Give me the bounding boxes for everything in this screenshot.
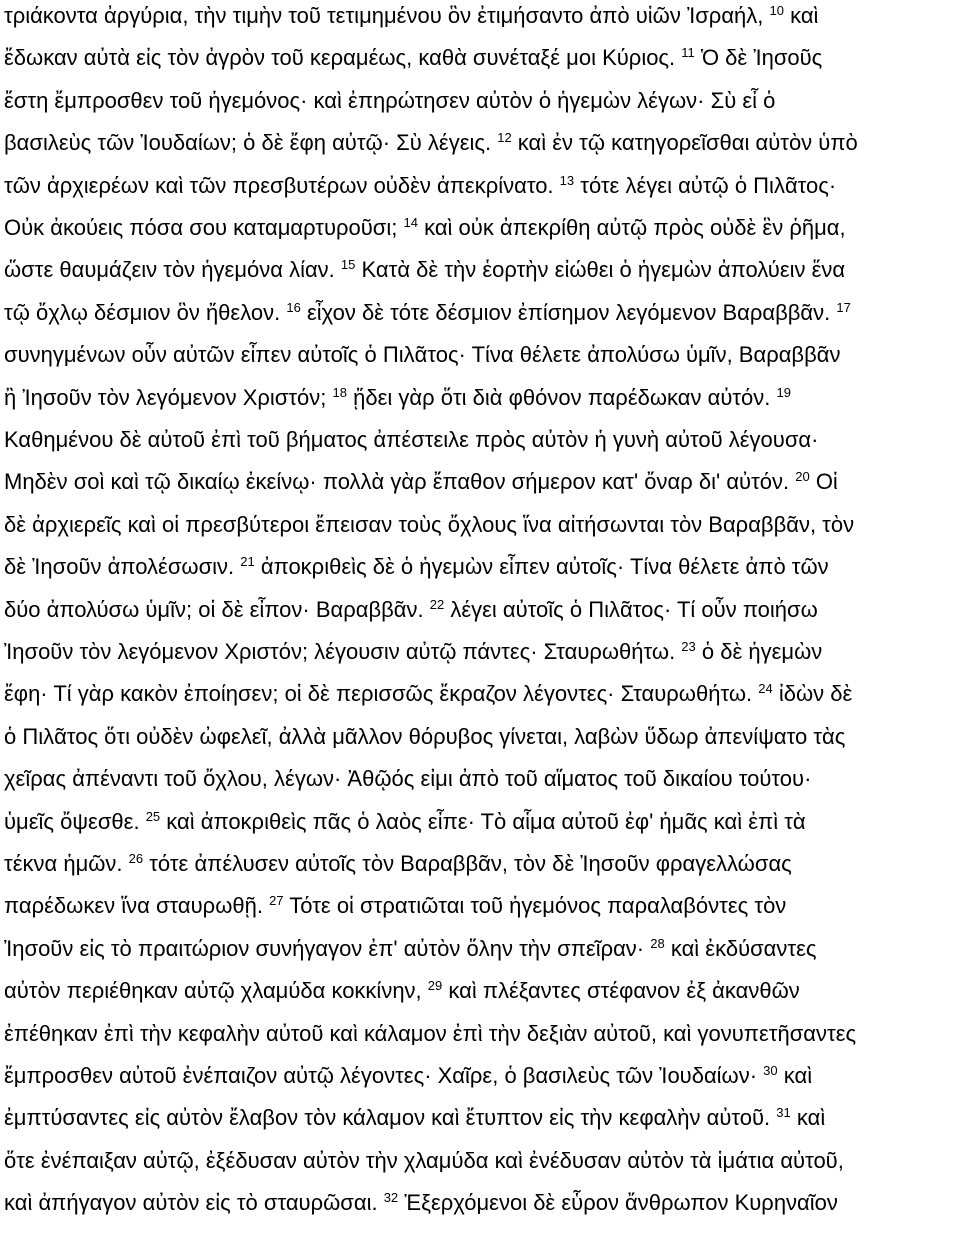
verse-number: 28: [650, 935, 665, 951]
verse-text: Ὁ δὲ Ἰησοῦς: [694, 45, 823, 71]
text-line: [4, 1190, 838, 1216]
verse-text: τότε ἀπέλυσεν αὐτοῖς τὸν Βαραββᾶν, τὸν δὲ Ἰησοῦν φραγελλώσας: [143, 851, 792, 876]
verse-number: 26: [128, 851, 144, 866]
verse-text: καὶ ἀποκριθεὶς πᾶς ὁ λαὸς εἶπε· Τὸ αἷμα αὐτοῦ ἐφ' ἡμᾶς καὶ ἐπὶ τὰ: [160, 808, 806, 834]
verse-text: αὐτὸν περιέθηκαν αὐτῷ χλαμύδα κοκκίνην,: [4, 978, 428, 1004]
verse-text: τέκνα ἡμῶν.: [4, 851, 129, 876]
verse-text: Τότε οἱ στρατιῶται τοῦ ἡγεμόνος παραλαβόντες τὸν: [283, 893, 787, 919]
text-line: [4, 1063, 812, 1089]
verse-number: 16: [286, 299, 301, 315]
verse-text: καὶ ἐν τῷ κατηγορεῖσθαι αὐτὸν ὑπὸ: [511, 130, 858, 156]
text-line: [4, 1105, 825, 1131]
verse-number: 24: [758, 681, 773, 697]
verse-text: Οὐκ ἀκούεις πόσα σου καταμαρτυροῦσι;: [4, 215, 404, 240]
verse-number: 31: [776, 1105, 791, 1121]
verse-text: ὁ Πιλᾶτος ὅτι οὐδὲν ὠφελεῖ, ἀλλὰ μᾶλλον θόρυβος γίνεται, λαβὼν ὕδωρ ἀπενίψατο τὰς: [4, 723, 846, 749]
verse-number: 13: [559, 172, 575, 188]
verse-text: καὶ ἀπήγαγον αὐτὸν εἰς τὸ σταυρῶσαι.: [4, 1190, 384, 1216]
verse-number: 12: [497, 130, 512, 146]
verse-text: καὶ: [783, 3, 819, 28]
verse-number: 27: [269, 893, 284, 909]
verse-number: 18: [332, 384, 347, 400]
verse-text: Κατὰ δὲ τὴν ἑορτὴν εἰώθει ὁ ἡγεμὼν ἀπολύειν ἕνα: [355, 257, 846, 283]
verse-number: 14: [403, 215, 418, 230]
text-line: [4, 385, 791, 411]
text-line: [4, 215, 846, 241]
text-line: [4, 300, 851, 326]
verse-number: 23: [681, 639, 696, 654]
text-line: [4, 1148, 844, 1174]
verse-text: χεῖρας ἀπέναντι τοῦ ὄχλου, λέγων· Ἀθῷός εἰμι ἀπὸ τοῦ αἵματος τοῦ δικαίου τούτου·: [4, 766, 812, 792]
text-line: [4, 681, 852, 707]
text-line: [4, 597, 818, 623]
verse-text: ὁ δὲ ἡγεμὼν: [695, 639, 823, 664]
text-line: [4, 130, 858, 156]
verse-number: 20: [795, 469, 810, 485]
verse-text: τριάκοντα ἀργύρια, τὴν τιμὴν τοῦ τετιμημένου ὃν ἐτιμήσαντο ἀπὸ υἱῶν Ἰσραήλ,: [4, 3, 770, 28]
verse-number: 32: [383, 1190, 399, 1206]
verse-text: ἔστη ἔμπροσθεν τοῦ ἡγεμόνος· καὶ ἐπηρώτησεν αὐτὸν ὁ ἡγεμὼν λέγων· Σὺ εἶ ὁ: [4, 87, 776, 113]
text-line: [4, 469, 838, 495]
verse-text: ὅτε ἐνέπαιξαν αὐτῷ, ἐξέδυσαν αὐτὸν τὴν χλαμύδα καὶ ἐνέδυσαν αὐτὸν τὰ ἱμάτια αὐτοῦ,: [4, 1147, 844, 1173]
text-line: [4, 3, 818, 29]
verse-number: 29: [427, 978, 443, 994]
verse-number: 30: [763, 1063, 778, 1078]
verse-text: Ἐξερχόμενοι δὲ εὗρον ἄνθρωπον Κυρηναῖον: [398, 1190, 838, 1216]
verse-text: ἔφη· Τί γὰρ κακὸν ἐποίησεν; οἱ δὲ περισσῶς ἔκραζον λέγοντες· Σταυρωθήτω.: [4, 681, 759, 707]
verse-text: εἶχον δὲ τότε δέσμιον ἐπίσημον λεγόμενον Βαραββᾶν.: [300, 299, 837, 325]
verse-text: καὶ πλέξαντες στέφανον ἐξ ἀκανθῶν: [442, 978, 800, 1004]
text-line: [4, 936, 817, 962]
verse-text: δὲ Ἰησοῦν ἀπολέσωσιν.: [4, 554, 241, 580]
verse-text: συνηγμένων οὖν αὐτῶν εἶπεν αὐτοῖς ὁ Πιλᾶτος· Τίνα θέλετε ἀπολύσω ὑμῖν, Βαραββᾶν: [4, 342, 841, 368]
verse-number: 11: [681, 45, 695, 61]
verse-text: τῷ ὄχλῳ δέσμιον ὃν ἤθελον.: [4, 299, 287, 325]
verse-text: τῶν ἀρχιερέων καὶ τῶν πρεσβυτέρων οὐδὲν ἀπεκρίνατο.: [4, 172, 560, 198]
verse-text: παρέδωκεν ἵνα σταυρωθῇ.: [4, 893, 270, 919]
verse-text: καὶ: [790, 1105, 826, 1131]
verse-number: 22: [429, 596, 445, 612]
text-line: [4, 1021, 856, 1047]
verse-text: βασιλεὺς τῶν Ἰουδαίων; ὁ δὲ ἔφη αὐτῷ· Σὺ λέγεις.: [4, 130, 498, 156]
verse-number: 25: [145, 808, 161, 824]
verse-number: 10: [769, 3, 784, 18]
verse-text: Οἱ: [809, 469, 838, 495]
verse-text: ᾔδει γὰρ ὅτι διὰ φθόνον παρέδωκαν αὐτόν.: [347, 384, 777, 410]
verse-text: καὶ: [777, 1063, 813, 1088]
text-line: [4, 342, 840, 368]
text-line: [4, 173, 836, 199]
text-line: [4, 554, 829, 580]
verse-text: ἰδὼν δὲ: [772, 681, 853, 707]
verse-text: ἢ Ἰησοῦν τὸν λεγόμενον Χριστόν;: [4, 384, 333, 410]
text-line: [4, 257, 845, 283]
verse-text: Ἰησοῦν εἰς τὸ πραιτώριον συνήγαγον ἐπ' αὐτὸν ὅλην τὴν σπεῖραν·: [4, 935, 651, 961]
verse-number: 19: [776, 384, 791, 400]
verse-text: λέγει αὐτοῖς ὁ Πιλᾶτος· Τί οὖν ποιήσω: [444, 596, 818, 622]
verse-text: ἐμπτύσαντες εἰς αὐτὸν ἔλαβον τὸν κάλαμον καὶ ἔτυπτον εἰς τὴν κεφαλὴν αὐτοῦ.: [4, 1105, 777, 1131]
verse-text: ἐπέθηκαν ἐπὶ τὴν κεφαλὴν αὐτοῦ καὶ κάλαμον ἐπὶ τὴν δεξιὰν αὐτοῦ, καὶ γονυπετῆσαντες: [4, 1020, 857, 1046]
verse-text: Καθημένου δὲ αὐτοῦ ἐπὶ τοῦ βήματος ἀπέστειλε πρὸς αὐτὸν ἡ γυνὴ αὐτοῦ λέγουσα·: [4, 427, 819, 452]
verse-text: Μηδὲν σοὶ καὶ τῷ δικαίῳ ἐκείνῳ· πολλὰ γὰρ ἔπαθον σήμερον κατ' ὄναρ δι' αὐτόν.: [4, 469, 796, 495]
verse-text: ἔμπροσθεν αὐτοῦ ἐνέπαιζον αὐτῷ λέγοντες· Χαῖρε, ὁ βασιλεὺς τῶν Ἰουδαίων·: [4, 1063, 764, 1088]
text-line: [4, 512, 854, 538]
text-line: [4, 639, 822, 665]
text-line: [4, 724, 845, 750]
text-line: [4, 978, 800, 1004]
verse-text: ἀποκριθεὶς δὲ ὁ ἡγεμὼν εἶπεν αὐτοῖς· Τίνα θέλετε ἀπὸ τῶν: [254, 554, 829, 580]
text-line: [4, 88, 775, 114]
text-line: [4, 809, 806, 835]
verse-text: τότε λέγει αὐτῷ ὁ Πιλᾶτος·: [574, 172, 837, 198]
text-line: [4, 766, 811, 792]
verse-text: δὲ ἀρχιερεῖς καὶ οἱ πρεσβύτεροι ἔπεισαν τοὺς ὄχλους ἵνα αἰτήσωνται τὸν Βαραββᾶν, τὸν: [4, 511, 855, 537]
verse-text: δύο ἀπολύσω ὑμῖν; οἱ δὲ εἶπον· Βαραββᾶν.: [4, 596, 430, 622]
verse-text: καὶ ἐκδύσαντες: [664, 935, 817, 961]
verse-number: 21: [240, 554, 255, 570]
text-line: [4, 893, 786, 919]
verse-text: καὶ οὐκ ἀπεκρίθη αὐτῷ πρὸς οὐδὲ ἓν ῥῆμα,: [417, 215, 846, 240]
text-line: [4, 851, 792, 877]
verse-number: 17: [836, 299, 851, 315]
verse-number: 15: [340, 257, 356, 273]
verse-text: Ἰησοῦν τὸν λεγόμενον Χριστόν; λέγουσιν αὐτῷ πάντες· Σταυρωθήτω.: [4, 639, 682, 664]
text-line: [4, 427, 818, 453]
verse-text: ἔδωκαν αὐτὰ εἰς τὸν ἀγρὸν τοῦ κεραμέως, καθὰ συνέταξέ μοι Κύριος.: [4, 45, 682, 71]
verse-text: ὑμεῖς ὄψεσθε.: [4, 808, 146, 834]
text-line: [4, 45, 822, 71]
verse-text: ὥστε θαυμάζειν τὸν ἡγεμόνα λίαν.: [4, 257, 341, 283]
